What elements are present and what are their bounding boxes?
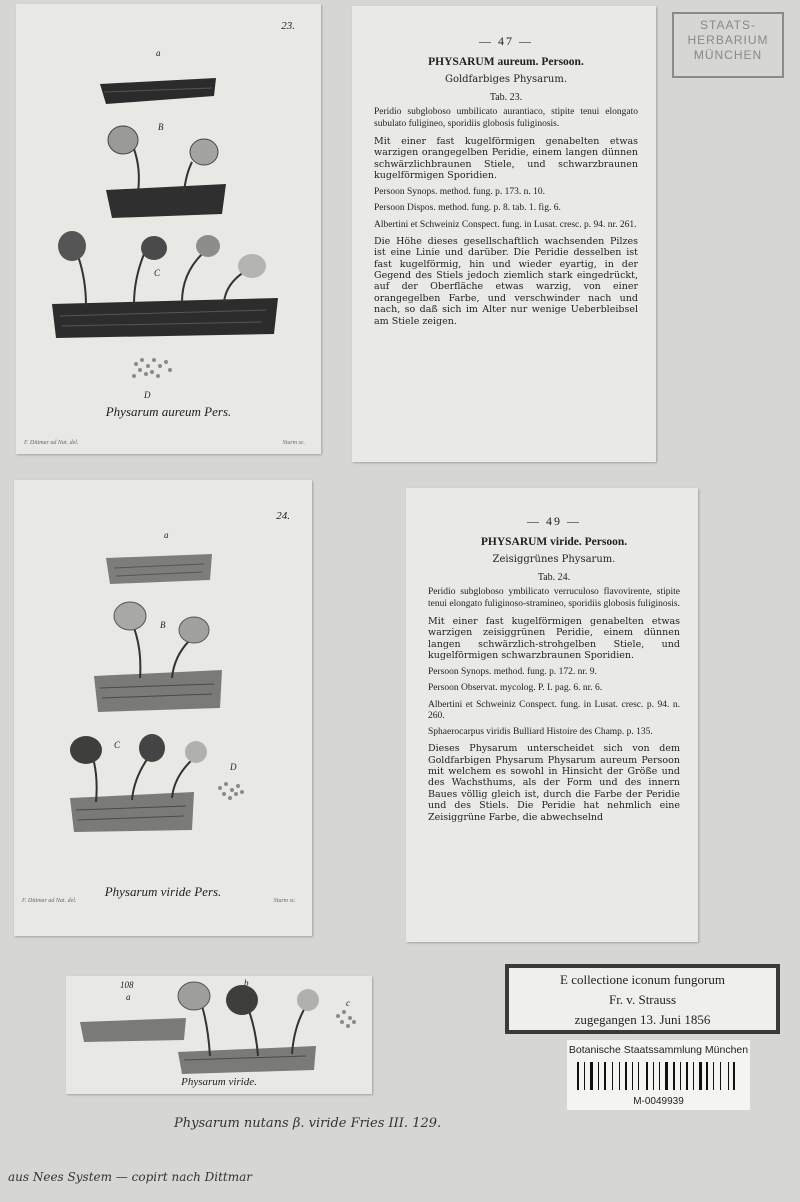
- plate-caption: Physarum viride Pers.: [104, 884, 222, 899]
- reference-2: Persoon Observat. mycolog. P. I. pag. 6. nr. 6.: [428, 683, 603, 694]
- german-name: Zeisiggrünes Physarum.: [492, 553, 616, 565]
- german-diagnosis: Mit einer fast kugelförmigen genabelten etwas warzigen orangegelben Peridie, einem langen dünnen schwärzlichbraunen Stiele, und schwarzbraunen kugelförmigen Sporidien.: [374, 135, 638, 181]
- plate-108: [66, 976, 372, 1094]
- german-diagnosis: Mit einer fast kugelförmigen genabelten etwas warzigen zeisiggrünen Peridie, einem dünnen langen schwärzlich-strohgelben Stiele, und kugelförmigen schwarzbraunen Sporidien.: [428, 615, 680, 661]
- german-name: Goldfarbiges Physarum.: [444, 73, 568, 85]
- figure-letter-c: C: [114, 740, 121, 750]
- plate-number: 108: [120, 980, 134, 990]
- plate-credit-left: F. Dittmar ad Nat. del.: [24, 440, 79, 446]
- plate-23: [16, 4, 321, 454]
- figure-letter-a: a: [126, 992, 131, 1002]
- figure-letter-a: a: [156, 48, 161, 58]
- herbarium-stamp: STAATS- HERBARIUM MÜNCHEN: [672, 12, 784, 78]
- description-text: Dieses Physarum unterscheidet sich von dem Goldfarbigen Physarum Physarum aureum Persoon mit welchem es sowohl in Hinsicht der Größe und des Wachsthums, als der Form und des innern Baues völlig gleich ist, durch die Farbe der Peridie und des Stiels. Die Peridie hat nehmlich eine Zeisiggrüne Farbe, die abwechselnd: [428, 743, 680, 823]
- figure-letter-c: c: [346, 998, 350, 1008]
- collection-label: [505, 964, 780, 1034]
- plate-24: [14, 480, 312, 936]
- tab-reference: Tab. 24.: [537, 571, 571, 583]
- barcode-bars: [577, 1062, 740, 1090]
- figure-letter-b: B: [158, 122, 164, 132]
- plate-credit-left: F. Dittmar ad Nat. del.: [22, 898, 77, 904]
- species-title: PHYSARUM aureum. Persoon.: [428, 56, 584, 69]
- figure-letter-a: a: [164, 530, 169, 540]
- plate-number: 23.: [281, 20, 295, 32]
- plate-credit-right: Sturm sc.: [273, 898, 296, 904]
- plate-23-illustration: [16, 4, 321, 454]
- handwritten-annotation-1: Physarum nutans β. viride Fries III. 129.: [174, 1116, 442, 1131]
- reference-1: Persoon Synops. method. fung. p. 173. n. 10.: [374, 187, 545, 198]
- latin-diagnosis: Peridio subgloboso umbilicato aurantiaco, stipite tenui elongato subulato fuligineo, sporidiis globosis fuliginosis.: [374, 107, 638, 129]
- collection-line-3: zugegangen 13. Juni 1856: [574, 1012, 711, 1027]
- specimen-id: M-0049939: [633, 1096, 684, 1107]
- collection-line-2: Fr. v. Strauss: [608, 992, 677, 1007]
- figure-letter-c: C: [154, 268, 161, 278]
- species-title: PHYSARUM viride. Persoon.: [480, 536, 628, 549]
- barcode-label: [567, 1040, 750, 1110]
- collection-line-1: E collectione iconum fungorum: [560, 972, 725, 987]
- description-text: Die Höhe dieses gesellschaftlich wachsenden Pilzes ist eine Linie und darüber. Die Peridie desselben ist fast kugelförmig, hin und wieder eyartig, in der Gegend des Stiels jedoch ziemlich stark eingedrückt, auf der Oberfläche etwas warzig, von einer orangegelben Farbe, und verschwinder nach und nach, so daß sich im Alter nur wenige Ueberbleibsel am Stiele zeigen.: [374, 235, 638, 327]
- reference-4: Sphaerocarpus viridis Bulliard Histoire des Champ. p. 135.: [428, 727, 653, 738]
- plate-caption: Physarum aureum Pers.: [105, 404, 232, 419]
- plate-number: 24.: [276, 510, 290, 522]
- reference-2: Persoon Dispos. method. fung. p. 8. tab. 1. fig. 6.: [374, 203, 561, 214]
- institution-name: Botanische Staatssammlung München: [568, 1044, 749, 1056]
- reference-3: Albertini et Schweiniz Conspect. fung. in Lusat. cresc. p. 94. n. 260.: [428, 699, 680, 721]
- figure-letter-b: B: [160, 620, 166, 630]
- reference-3: Albertini et Schweiniz Conspect. fung. in Lusat. cresc. p. 94. nr. 261.: [374, 219, 637, 230]
- figure-letter-d: D: [144, 390, 151, 400]
- plate-caption: Physarum viride.: [181, 1076, 257, 1088]
- text-page-49: [406, 488, 698, 942]
- plate-credit-right: Sturm sc.: [282, 440, 305, 446]
- text-page-47: [352, 6, 656, 462]
- figure-letter-d: D: [230, 762, 237, 772]
- reference-1: Persoon Synops. method. fung. p. 172. nr. 9.: [428, 667, 597, 678]
- page-number: — 49 —: [527, 514, 581, 528]
- page-number: — 47 —: [479, 34, 533, 48]
- tab-reference: Tab. 23.: [489, 91, 523, 103]
- plate-24-illustration: [14, 480, 312, 936]
- handwritten-annotation-2: aus Nees System — copirt nach Dittmar: [8, 1170, 252, 1184]
- figure-letter-b: b: [244, 978, 249, 988]
- latin-diagnosis: Peridio subgloboso ymbilicato verruculoso flavovirente, stipite tenui elongato fuliginoso-stramineo, sporidiis globosis fuliginosis.: [428, 587, 681, 609]
